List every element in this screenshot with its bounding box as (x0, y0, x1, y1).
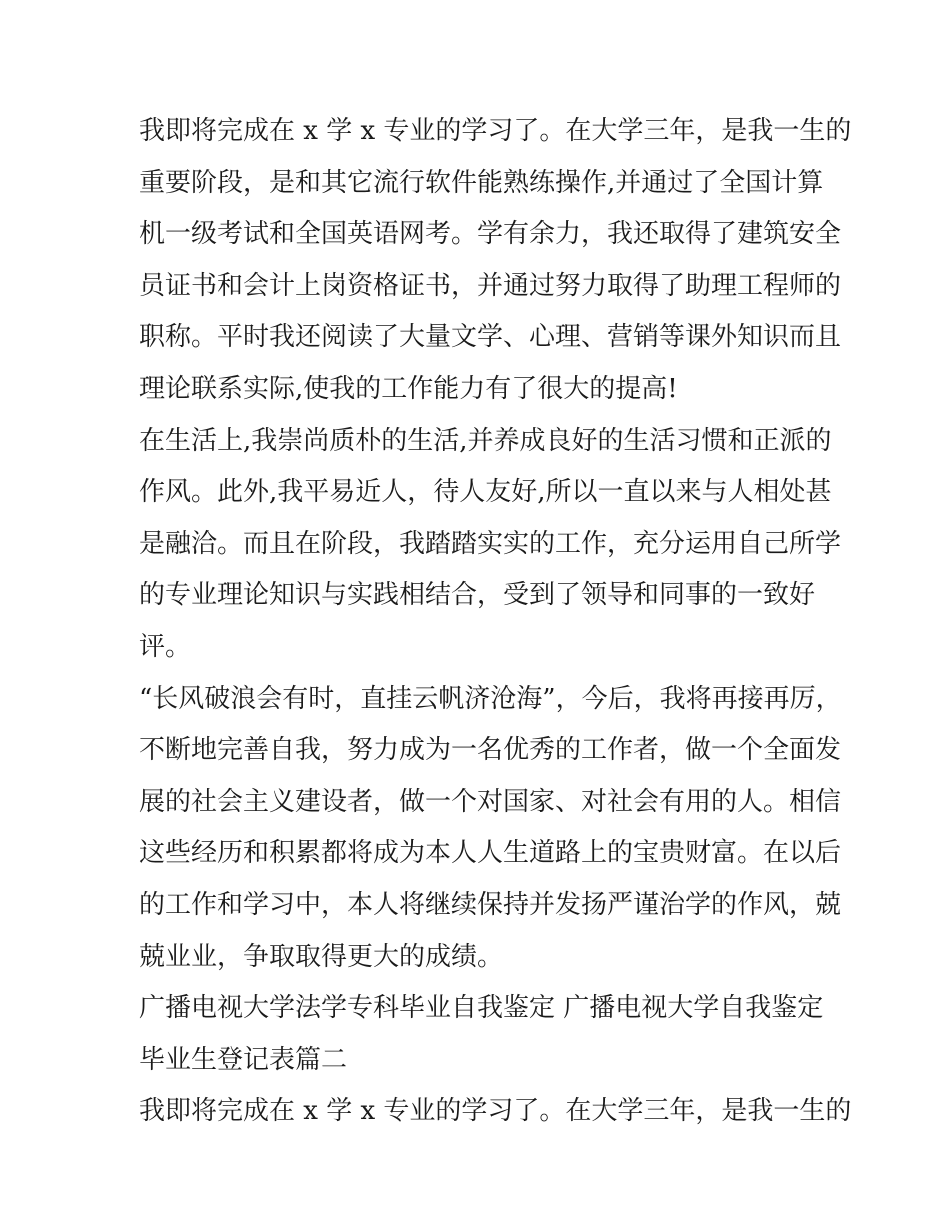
text-line: “长风破浪会有时，直挂云帆济沧海”，今后，我将再接再厉， (139, 683, 842, 714)
section-title-line: 毕业生登记表篇二 (139, 1044, 348, 1075)
text-line: 是融洽。而且在阶段，我踏踏实实的工作，充分运用自己所学 (139, 528, 842, 559)
section-title-line: 广播电视大学法学专科毕业自我鉴定 广播电视大学自我鉴定 (139, 993, 824, 1024)
text-line: 在生活上,我崇尚质朴的生活,并养成良好的生活习惯和正派的 (139, 425, 832, 456)
document-body (139, 106, 852, 1138)
text-line: 兢业业，争取取得更大的成绩。 (139, 941, 504, 972)
text-line: 职称。平时我还阅读了大量文学、心理、营销等课外知识而且 (139, 322, 842, 353)
text-line: 评。 (139, 631, 192, 662)
text-line: 展的社会主义建设者，做一个对国家、对社会有用的人。相信 (139, 786, 842, 817)
text-line: 我即将完成在 x 学 x 专业的学习了。在大学三年，是我一生的 (139, 116, 852, 146)
text-line: 理论联系实际,使我的工作能力有了很大的提高! (139, 373, 678, 404)
text-line: 员证书和会计上岗资格证书，并通过努力取得了助理工程师的 (139, 270, 842, 301)
text-line: 机一级考试和全国英语网考。学有余力，我还取得了建筑安全 (139, 219, 842, 250)
text-line: 的工作和学习中，本人将继续保持并发扬严谨治学的作风，兢 (139, 889, 842, 920)
text-line: 这些经历和积累都将成为本人人生道路上的宝贵财富。在以后 (139, 838, 842, 869)
text-line: 我即将完成在 x 学 x 专业的学习了。在大学三年，是我一生的 (139, 1096, 852, 1127)
text-line: 重要阶段，是和其它流行软件能熟练操作,并通过了全国计算 (139, 167, 824, 198)
text-line: 不断地完善自我，努力成为一名优秀的工作者，做一个全面发 (139, 735, 842, 766)
text-line: 作风。此外,我平易近人，待人友好,所以一直以来与人相处甚 (139, 477, 832, 508)
text-line: 的专业理论知识与实践相结合，受到了领导和同事的一致好 (139, 580, 816, 611)
